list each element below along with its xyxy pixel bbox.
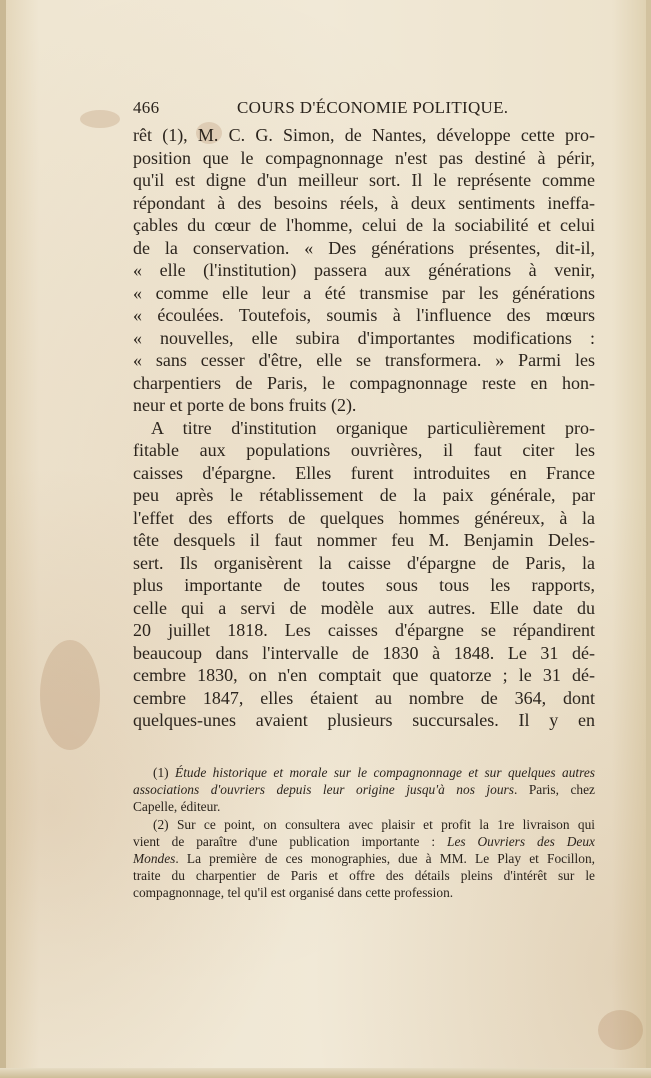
footnote-work-title: Étude historique et morale sur le compagnonnage et sur quelques autres: [175, 765, 595, 780]
text-line: beaucoup dans l'intervalle de 1830 à 1848. Le 31 dé-: [133, 642, 595, 663]
footnotes: [133, 764, 595, 902]
footnote-publication-title: Mondes: [133, 850, 176, 866]
text-line: rêt (1), M. C. G. Simon, de Nantes, développe cette pro-: [133, 125, 595, 145]
page-edge-left: [0, 0, 6, 1078]
text-line: « elle (l'institution) passera aux générations à venir,: [133, 260, 595, 280]
text-line: plus importante de toutes sous tous les rapports,: [133, 575, 595, 595]
page-edge-bottom: [0, 1068, 651, 1078]
text-line: sert. Ils organisèrent la caisse d'épargne de Paris, la: [133, 552, 595, 573]
text-line: çables du cœur de l'homme, celui de la sociabilité et celui: [133, 215, 595, 235]
text-line: position que le compagnonnage n'est pas destiné à périr,: [133, 147, 595, 168]
footnote-marker: (1): [153, 765, 176, 780]
text-line: 20 juillet 1818. Les caisses d'épargne se répandirent: [133, 620, 595, 640]
text-line: « écoulées. Toutefois, soumis à l'influence des mœurs: [133, 305, 595, 325]
running-head: COURS D'ÉCONOMIE POLITIQUE.: [237, 98, 509, 117]
text-line: répondant à des besoins réels, à deux sentiments ineffa-: [133, 192, 595, 213]
paragraph-start-line: A titre d'institution organique particulièrement pro-: [151, 417, 595, 438]
footnote-2-line: traite du charpentier de Paris et offre des détails pleins d'intérêt sur le: [133, 868, 595, 884]
footnote-publication-title: Les Ouvriers des Deux: [447, 833, 595, 849]
body-text: [133, 124, 595, 732]
text-line: l'effet des efforts de quelques hommes généreux, à la: [133, 507, 595, 528]
footnote-2-line: compagnonnage, tel qu'il est organisé dans cette profession.: [133, 885, 454, 901]
page-number: 466: [133, 98, 160, 117]
footnote-work-title: associations d'ouvriers depuis leur origine jusqu'à nos jours: [133, 782, 514, 798]
footnote-publisher: . Paris, chez: [513, 782, 595, 798]
paper-stain: [598, 1010, 643, 1050]
text-line: « sans cesser d'être, elle se transformera. » Parmi les: [133, 350, 595, 370]
footnote-text: vient de paraître d'une publication importante :: [133, 833, 447, 849]
footnote-2-line: [133, 850, 595, 867]
text-line: caisses d'épargne. Elles furent introduites en France: [133, 462, 595, 483]
text-line: celle qui a servi de modèle aux autres. Elle date du: [133, 597, 595, 618]
text-line: cembre 1847, elles étaient au nombre de 364, dont: [133, 687, 595, 708]
paragraph-end-line: neur et porte de bons fruits (2).: [133, 395, 357, 415]
page-edge-right: [646, 0, 651, 1078]
footnote-text: . La première de ces monographies, due à MM. Le Play et Focillon,: [175, 850, 595, 866]
footnote-2-line: (2) Sur ce point, on consultera avec plaisir et profit la 1re livraison qui: [153, 816, 595, 832]
text-line: peu après le rétablissement de la paix générale, par: [133, 485, 595, 505]
text-line: de la conservation. « Des générations présentes, dit-il,: [133, 237, 595, 258]
text-line: qu'il est digne d'un meilleur sort. Il le représente comme: [133, 170, 595, 190]
text-line: « nouvelles, elle subira d'importantes modifications :: [133, 327, 595, 348]
text-line: quelques-unes avaient plusieurs succursales. Il y en: [133, 710, 595, 730]
footnote-2-line: [133, 833, 595, 850]
footnote-1-line: [133, 781, 595, 798]
paper-stain: [80, 110, 120, 128]
text-line: « comme elle leur a été transmise par les générations: [133, 282, 595, 303]
footnote-1-line: [133, 764, 595, 781]
footnote-1-line: Capelle, éditeur.: [133, 799, 221, 815]
page-header: [133, 98, 595, 122]
text-line: fitable aux populations ouvrières, il faut citer les: [133, 440, 595, 460]
text-line: tête desquels il faut nommer feu M. Benjamin Deles-: [133, 530, 595, 550]
text-line: charpentiers de Paris, le compagnonnage reste en hon-: [133, 372, 595, 393]
text-line: cembre 1830, on n'en comptait que quatorze ; le 31 dé-: [133, 665, 595, 685]
paper-stain: [40, 640, 100, 750]
